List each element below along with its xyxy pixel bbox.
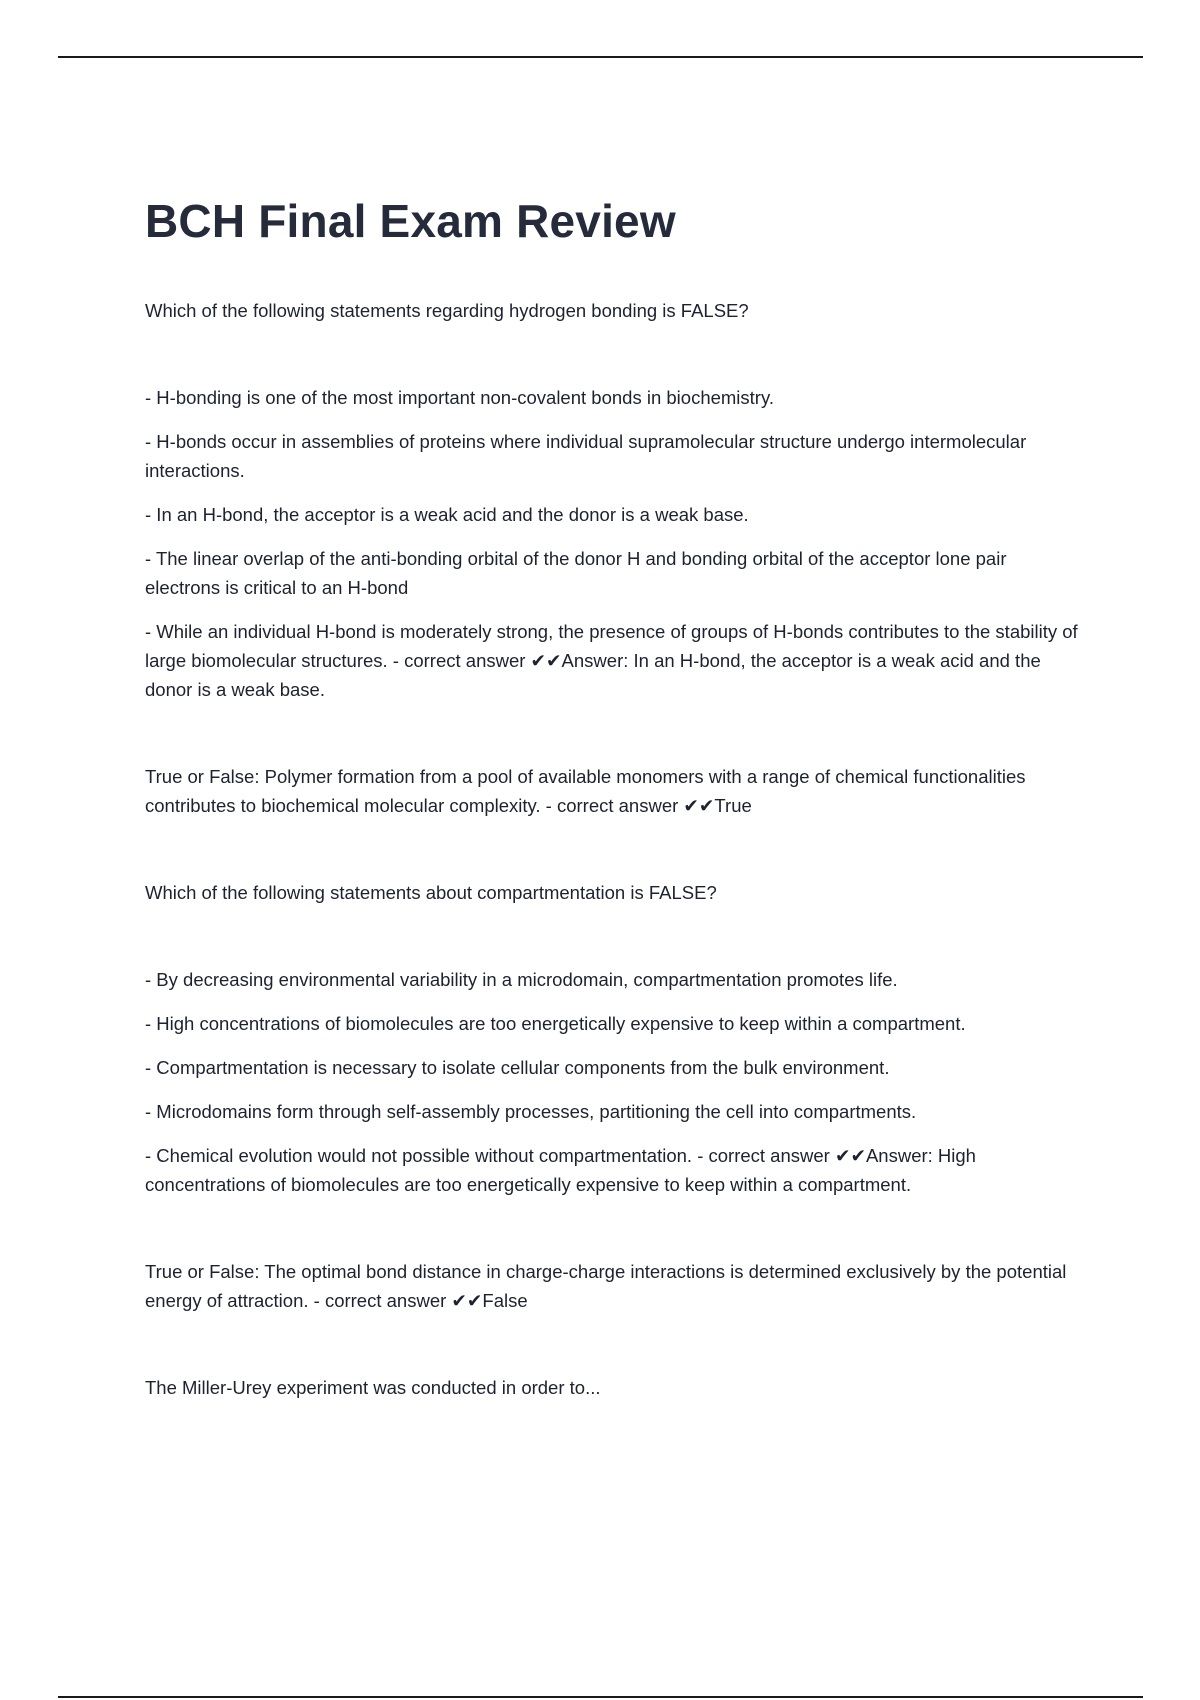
option-with-answer: - While an individual H-bond is moderately strong, the presence of groups of H-bonds contributes to the stability of large biomolecular structures. - correct answer ✔✔Answer: In an H-bond, the acceptor is a weak acid and the donor is a weak base. [145,621,1078,700]
question-polymer-formation: True or False: Polymer formation from a pool of available monomers with a range of chemical functionalities contributes to biochemical molecular complexity. - correct answer ✔✔True [145,766,1026,816]
document-body [145,188,1085,1402]
bottom-rule [58,1696,1143,1698]
page-title: BCH Final Exam Review [145,195,676,247]
question-miller-urey: The Miller-Urey experiment was conducted in order to... [145,1377,601,1398]
top-rule [58,56,1143,58]
option-text: - Microdomains form through self-assembly processes, partitioning the cell into compartments. [145,1101,917,1122]
question-hydrogen-bonding: Which of the following statements regarding hydrogen bonding is FALSE? [145,300,749,321]
option-text: - High concentrations of biomolecules are too energetically expensive to keep within a compartment. [145,1013,966,1034]
question-charge-charge: True or False: The optimal bond distance in charge-charge interactions is determined exclusively by the potential energy of attraction. - correct answer ✔✔False [145,1261,1067,1311]
option-text: - In an H-bond, the acceptor is a weak acid and the donor is a weak base. [145,504,749,525]
option-text: - Compartmentation is necessary to isolate cellular components from the bulk environment. [145,1057,890,1078]
question-compartmentation: Which of the following statements about compartmentation is FALSE? [145,882,717,903]
option-text: - By decreasing environmental variability in a microdomain, compartmentation promotes life. [145,969,898,990]
option-text: - H-bonding is one of the most important non-covalent bonds in biochemistry. [145,387,774,408]
option-text: - H-bonds occur in assemblies of proteins where individual supramolecular structure undergo intermolecular interactions. [145,431,1027,481]
option-with-answer: - Chemical evolution would not possible without compartmentation. - correct answer ✔✔Answer: High concentrations of biomolecules are too energetically expensive to keep within a compartment. [145,1145,976,1195]
option-text: - The linear overlap of the anti-bonding orbital of the donor H and bonding orbital of the acceptor lone pair electrons is critical to an H-bond [145,548,1007,598]
